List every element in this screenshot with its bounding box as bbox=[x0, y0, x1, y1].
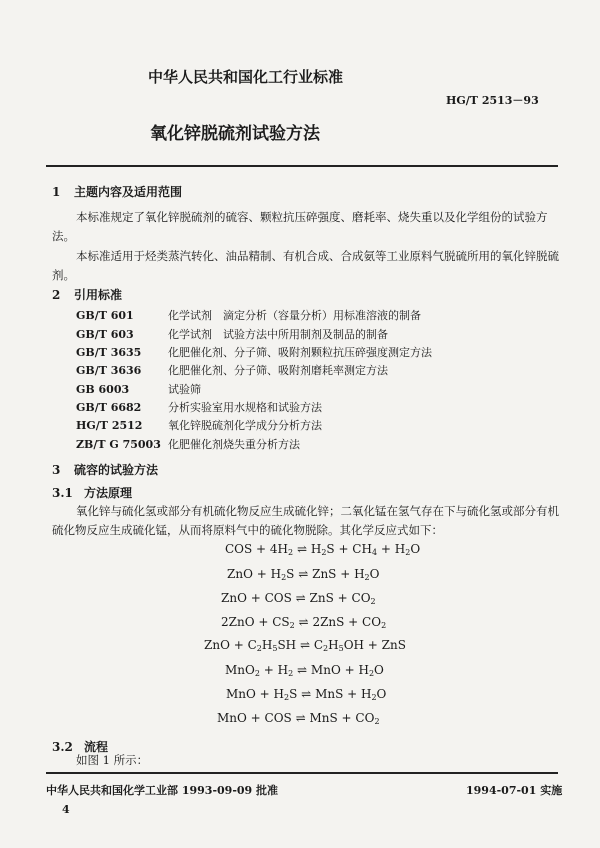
reaction-equation: MnO + COS ⇌ MnS + $CO_2$ bbox=[217, 711, 380, 726]
section-number: 3 bbox=[52, 463, 61, 477]
section-1-heading bbox=[52, 183, 182, 200]
section-title: 主题内容及适用范围 bbox=[74, 185, 183, 199]
approval-note: 中华人民共和国化学工业部 1993-09-09 批准 bbox=[46, 784, 279, 797]
reference-title: 化学试剂 滴定分析（容量分析）用标准溶液的制备 bbox=[168, 309, 421, 322]
equilibrium-arrow: ⇌ bbox=[298, 615, 309, 629]
reference-code: GB 6003 bbox=[76, 383, 130, 396]
subsection-number: 3.1 bbox=[52, 486, 73, 500]
section-title: 硫容的试验方法 bbox=[74, 463, 159, 477]
standard-number: HG/T 2513－93 bbox=[446, 94, 539, 107]
reference-code: GB/T 6682 bbox=[76, 401, 142, 414]
section-1-para2-line2: 剂。 bbox=[52, 268, 75, 282]
reference-item bbox=[76, 399, 322, 415]
section-number: 2 bbox=[52, 288, 61, 302]
equilibrium-arrow: ⇌ bbox=[295, 711, 306, 725]
page-number: 4 bbox=[62, 803, 70, 816]
principle-line1: 氧化锌与硫化氢或部分有机硫化物反应生成硫化锌；二氧化锰在氢气存在下与硫化氢或部分有机 bbox=[76, 504, 559, 518]
reference-title: 化肥催化剂、分子筛、吸附剂磨耗率测定方法 bbox=[168, 364, 388, 377]
reference-title: 试验筛 bbox=[168, 383, 201, 396]
subsection-number: 3.2 bbox=[52, 740, 73, 754]
reaction-equation: MnO + $H_2S$ ⇌ MnS + $H_2O$ bbox=[226, 687, 387, 702]
implementation-date: 1994-07-01 实施 bbox=[466, 784, 563, 797]
reference-title: 氧化锌脱硫剂化学成分分析方法 bbox=[168, 419, 322, 432]
reaction-equation: $MnO_2 + H_2$ ⇌ MnO + $H_2O$ bbox=[225, 663, 384, 678]
subsection-3-1-heading bbox=[52, 484, 132, 501]
equilibrium-arrow: ⇌ bbox=[298, 567, 309, 581]
reference-title: 化学试剂 试验方法中所用制剂及制品的制备 bbox=[168, 328, 388, 341]
document-title: 氧化锌脱硫剂试验方法 bbox=[150, 124, 320, 144]
reference-code: GB/T 601 bbox=[76, 309, 134, 322]
reference-item bbox=[76, 344, 432, 360]
equilibrium-arrow: ⇌ bbox=[297, 663, 308, 677]
reference-title: 化肥催化剂烧失重分析方法 bbox=[168, 438, 300, 451]
reference-code: GB/T 3636 bbox=[76, 364, 142, 377]
reaction-equation: $2ZnO + CS_2$ ⇌ $2ZnS + CO_2$ bbox=[221, 615, 387, 630]
reference-code: GB/T 3635 bbox=[76, 346, 142, 359]
reference-item bbox=[76, 326, 388, 342]
reference-item bbox=[76, 436, 300, 452]
principle-line2: 硫化物反应生成硫化锰，从而将原料气中的硫化物脱除。其化学反应式如下： bbox=[52, 523, 443, 537]
reference-item bbox=[76, 417, 322, 433]
reference-code: ZB/T G 75003 bbox=[76, 438, 161, 451]
equilibrium-arrow: ⇌ bbox=[299, 638, 311, 652]
reaction-equation: ZnO + $C_2H_5SH$ ⇌ $C_2H_5OH$ + ZnS bbox=[204, 638, 406, 653]
agency-standard-heading: 中华人民共和国化工行业标准 bbox=[148, 68, 344, 86]
equilibrium-arrow: ⇌ bbox=[295, 591, 306, 605]
section-1-para1-line2: 法。 bbox=[52, 229, 75, 243]
section-number: 1 bbox=[52, 185, 61, 199]
subsection-title: 流程 bbox=[84, 740, 109, 754]
section-1-para1-line1: 本标准规定了氧化锌脱硫剂的硫容、颗粒抗压碎强度、磨耗率、烧失重以及化学组份的试验方 bbox=[76, 210, 548, 224]
footer-divider bbox=[46, 772, 558, 774]
reference-item bbox=[76, 362, 388, 378]
section-1-para2-line1: 本标准适用于烃类蒸汽转化、油品精制、有机合成、合成氨等工业原料气脱硫所用的氧化锌脱硫 bbox=[76, 249, 559, 263]
reference-code: GB/T 603 bbox=[76, 328, 134, 341]
reference-code: HG/T 2512 bbox=[76, 419, 143, 432]
section-2-heading bbox=[52, 286, 122, 303]
reaction-equation: COS + $4H_2$ ⇌ $H_2S + CH_4 + H_2O$ bbox=[225, 542, 421, 557]
reference-item bbox=[76, 307, 421, 323]
section-title: 引用标准 bbox=[74, 288, 123, 302]
reference-item bbox=[76, 381, 201, 397]
subsection-title: 方法原理 bbox=[84, 486, 133, 500]
reaction-equation: ZnO + COS ⇌ ZnS + $CO_2$ bbox=[221, 591, 376, 606]
section-3-heading bbox=[52, 461, 158, 478]
header-divider bbox=[46, 165, 558, 167]
reaction-equation: ZnO + $H_2S$ ⇌ ZnS + $H_2O$ bbox=[227, 567, 380, 582]
equilibrium-arrow: ⇌ bbox=[296, 542, 308, 556]
equilibrium-arrow: ⇌ bbox=[301, 687, 312, 701]
flow-line1: 如图 1 所示： bbox=[76, 753, 149, 767]
reference-title: 分析实验室用水规格和试验方法 bbox=[168, 401, 322, 414]
reference-title: 化肥催化剂、分子筛、吸附剂颗粒抗压碎强度测定方法 bbox=[168, 346, 432, 359]
